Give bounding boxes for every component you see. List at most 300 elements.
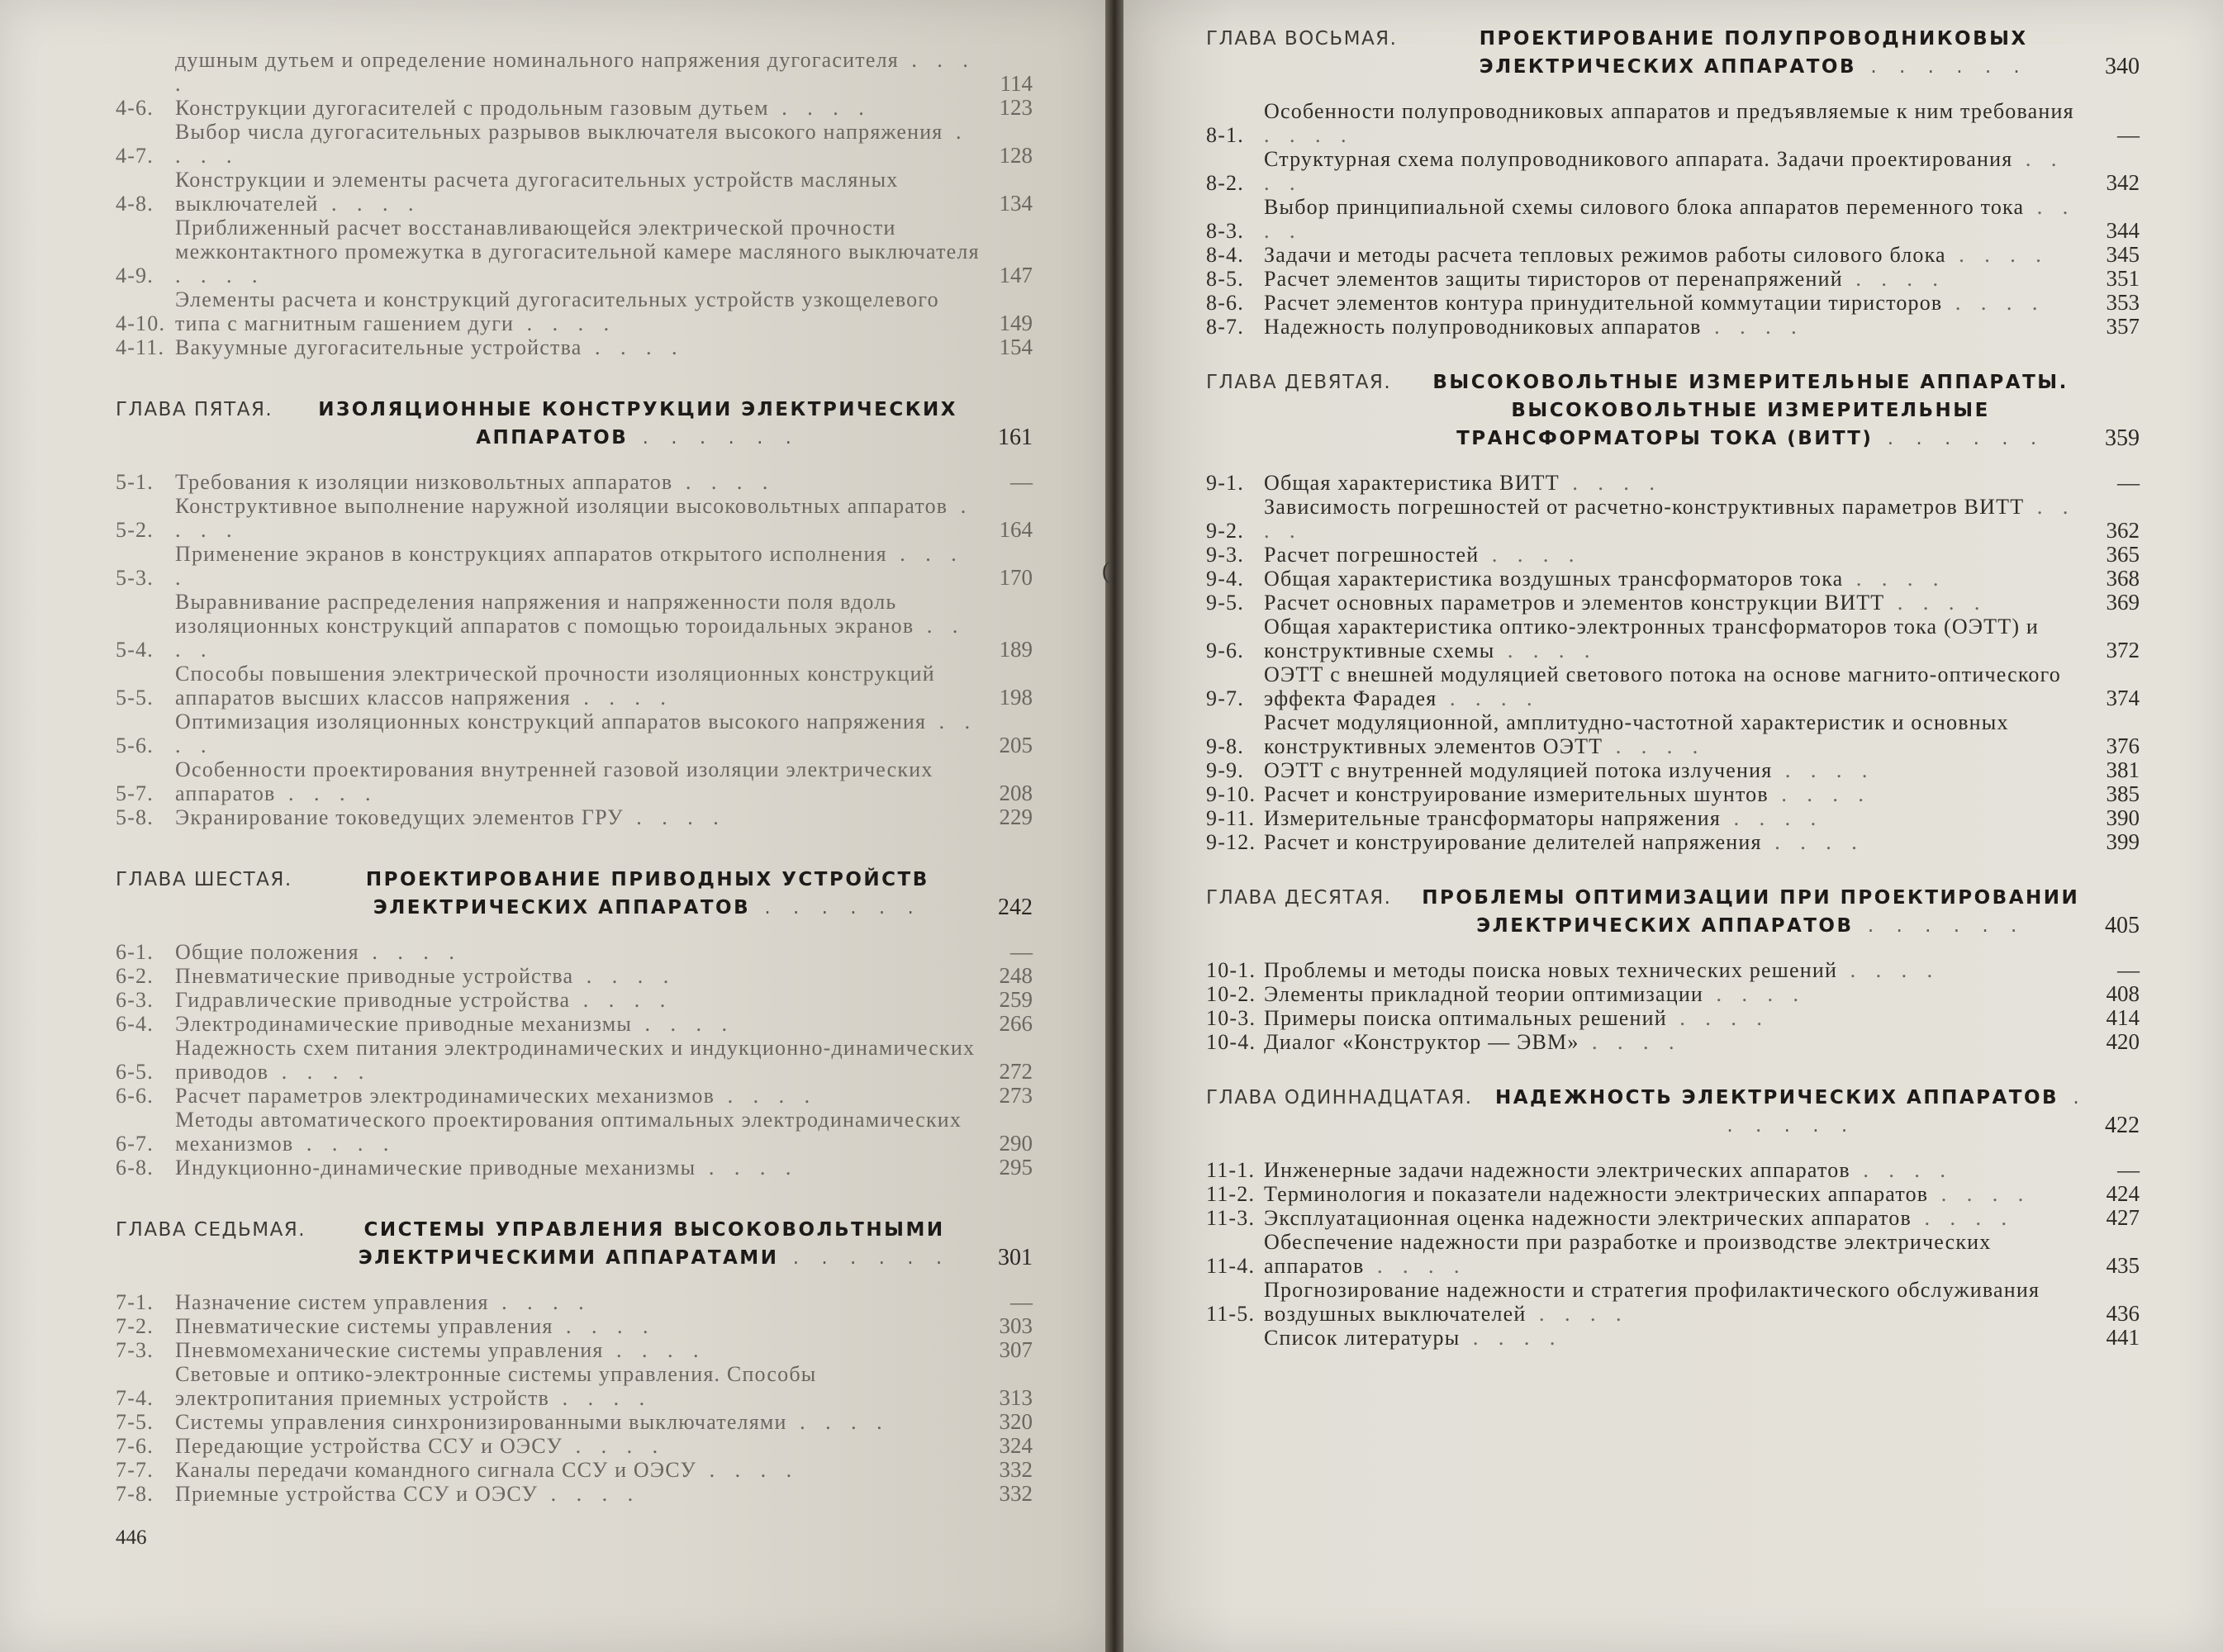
entry-title xyxy=(175,335,981,359)
toc-entry-list xyxy=(116,1290,1033,1506)
dot-leader: . . . . xyxy=(175,614,966,662)
chapter-block xyxy=(116,396,1033,829)
entry-number: 10-4. xyxy=(1206,1030,1256,1054)
dot-leader: . . . . . . xyxy=(628,427,800,449)
entry-page-number: 408 xyxy=(2106,981,2140,1006)
entry-page-number: 368 xyxy=(2106,566,2140,591)
entry-page-number: 374 xyxy=(2106,686,2140,710)
entry-page-number: — xyxy=(1010,939,1033,964)
entry-title xyxy=(1264,471,2088,495)
entry-number: 6-3. xyxy=(116,988,154,1012)
entry-page-number: 357 xyxy=(2106,314,2140,339)
entry-number: 7-6. xyxy=(116,1434,154,1458)
entry-title xyxy=(175,1084,981,1108)
left-toc-column xyxy=(116,48,1033,1506)
dot-leader: . . . . xyxy=(1526,1302,1629,1326)
entry-number: 6-2. xyxy=(116,964,154,988)
entry-page-number: — xyxy=(2117,957,2140,982)
entry-page-number: 208 xyxy=(999,781,1033,805)
entry-number: 6-1. xyxy=(116,940,154,964)
entry-page-number: 435 xyxy=(2106,1253,2140,1278)
entry-title xyxy=(1264,982,2088,1006)
entry-number: 8-5. xyxy=(1206,267,1244,291)
entry-page-number: 205 xyxy=(999,733,1033,757)
entry-page-number: 114 xyxy=(1000,71,1033,96)
chapter-heading xyxy=(1206,884,2140,940)
entry-title xyxy=(1264,591,2088,615)
dot-leader: . . . . xyxy=(1460,1326,1563,1350)
dot-leader: . . . . . . xyxy=(1727,1087,2088,1137)
dot-leader: . . . . . . xyxy=(1856,56,2028,78)
entry-title-text: Индукционно-динамические приводные механизмы xyxy=(175,1156,696,1180)
dot-leader: . . . . xyxy=(175,710,978,757)
entry-title-text: Зависимость погрешностей от расчетно-конструктивных параметров ВИТТ xyxy=(1264,495,2025,519)
toc-entry xyxy=(1206,806,2140,830)
entry-number: 8-3. xyxy=(1206,219,1244,243)
entry-page-number: 123 xyxy=(999,95,1033,120)
entry-page-number: 147 xyxy=(999,263,1033,287)
dot-leader: . . . . xyxy=(1264,495,2076,543)
entry-title xyxy=(1264,567,2088,591)
dot-leader: . . . . xyxy=(1437,686,1540,710)
toc-entry xyxy=(1206,662,2140,710)
dot-leader: . . . . xyxy=(1850,1158,1953,1182)
toc-entry xyxy=(1206,710,2140,758)
page-number: 446 xyxy=(116,1526,147,1549)
chapter-title-text: ПРОЕКТИРОВАНИЕ ПРИВОДНЫХ УСТРОЙСТВ ЭЛЕКТРИЧЕСКИХ АППАРАТОВ xyxy=(365,869,929,919)
entry-title-text: Надежность схем питания электродинамических и индукционно-динамических приводов xyxy=(175,1036,976,1084)
entry-page-number: 390 xyxy=(2106,805,2140,830)
chapter-heading xyxy=(1206,1084,2140,1140)
toc-entry xyxy=(1206,1158,2140,1182)
chapter-label: ГЛАВА ДЕВЯТАЯ. xyxy=(1206,372,1392,393)
dot-leader: . . . . xyxy=(1772,758,1875,782)
entry-title xyxy=(1264,543,2088,567)
toc-entry xyxy=(116,1012,1033,1036)
entry-number: 9-4. xyxy=(1206,567,1244,591)
entry-page-number: 259 xyxy=(999,987,1033,1012)
entry-title xyxy=(1264,830,2088,854)
dot-leader: . . . . xyxy=(488,1290,591,1314)
toc-entry xyxy=(116,1084,1033,1108)
toc-entry xyxy=(116,1156,1033,1180)
entry-title xyxy=(1264,195,2088,243)
entry-title-text: Пневматические приводные устройства xyxy=(175,964,574,988)
toc-entry xyxy=(116,988,1033,1012)
toc-entry xyxy=(1206,1182,2140,1206)
entry-number: 11-5. xyxy=(1206,1302,1256,1326)
entry-page-number: 266 xyxy=(999,1011,1033,1036)
dot-leader: . . . . xyxy=(1479,543,1582,567)
entry-title-text: Общая характеристика оптико-электронных трансформаторов тока (ОЭТТ) и конструктивные схемы xyxy=(1264,615,2040,662)
entry-number: 4-8. xyxy=(116,192,154,216)
entry-title xyxy=(175,1362,981,1410)
dot-leader: . . . . xyxy=(549,1386,653,1410)
entry-title-text: Терминология и показатели надежности электрических аппаратов xyxy=(1264,1182,1929,1206)
entry-title xyxy=(175,1290,981,1314)
chapter-label: ГЛАВА ОДИННАДЦАТАЯ. xyxy=(1206,1087,1473,1108)
entry-title xyxy=(1264,662,2088,710)
entry-number: 6-5. xyxy=(116,1060,154,1084)
entry-title-text: Обеспечение надежности при разработке и производстве электрических аппаратов xyxy=(1264,1230,1992,1278)
toc-entry xyxy=(116,1338,1033,1362)
entry-title-text: Выбор числа дугогасительных разрывов выключателя высокого напряжения xyxy=(175,120,943,144)
entry-title xyxy=(1264,1326,2088,1350)
dot-leader: . . . . xyxy=(293,1132,397,1156)
entry-title xyxy=(1264,99,2088,147)
entry-title-text: Диалог «Конструктор — ЭВМ» xyxy=(1264,1030,1579,1054)
dot-leader: . . . . xyxy=(573,964,677,988)
toc-entry xyxy=(116,964,1033,988)
chapter-title-text: ИЗОЛЯЦИОННЫЕ КОНСТРУКЦИИ ЭЛЕКТРИЧЕСКИХ АППАРАТОВ xyxy=(318,399,958,449)
entry-title-text: Прогнозирование надежности и стратегия профилактического обслуживания воздушных выключателей xyxy=(1264,1278,2040,1326)
entry-title-text: Конструктивное выполнение наружной изоляции высоковольтных аппаратов xyxy=(175,494,948,518)
chapter-heading xyxy=(1206,368,2140,453)
entry-page-number: 154 xyxy=(999,335,1033,359)
entry-number: 9-6. xyxy=(1206,638,1244,662)
toc-entry xyxy=(116,1290,1033,1314)
entry-title xyxy=(175,805,981,829)
dot-leader: . . . . xyxy=(1579,1030,1682,1054)
entry-title xyxy=(1264,495,2088,543)
stray-mark: ( xyxy=(1102,558,1110,584)
entry-page-number: 170 xyxy=(999,565,1033,590)
entry-title xyxy=(1264,710,2088,758)
entry-page-number: 229 xyxy=(999,805,1033,829)
toc-entry xyxy=(116,335,1033,359)
entry-title xyxy=(1264,958,2088,982)
dot-leader: . . . . xyxy=(1264,123,1354,147)
toc-entry xyxy=(116,662,1033,710)
entry-number: 5-8. xyxy=(116,805,154,829)
entry-title-text: Общая характеристика ВИТТ xyxy=(1264,471,1560,495)
entry-title-text: Общая характеристика воздушных трансформаторов тока xyxy=(1264,567,1844,591)
entry-title-text: Каналы передачи командного сигнала ССУ и ОЭСУ xyxy=(175,1458,697,1482)
dot-leader: . . . . xyxy=(1768,782,1871,806)
dot-leader: . . . . xyxy=(553,1314,656,1338)
entry-title xyxy=(1264,267,2088,291)
chapter-page-number: 242 xyxy=(998,895,1033,920)
entry-number: 8-7. xyxy=(1206,315,1244,339)
dot-leader: . . . . xyxy=(1264,195,2076,243)
toc-entry xyxy=(116,1458,1033,1482)
entry-number: 4-6. xyxy=(116,96,154,120)
dot-leader: . . . . . . xyxy=(1873,428,2045,449)
chapter-block xyxy=(1206,368,2140,854)
entry-page-number: — xyxy=(1010,469,1033,494)
entry-title xyxy=(1264,806,2088,830)
entry-title xyxy=(1264,243,2088,267)
entry-page-number: 381 xyxy=(2106,757,2140,782)
dot-leader: . . . . xyxy=(318,192,421,216)
entry-number: 11-2. xyxy=(1206,1182,1256,1206)
entry-title-text: Конструкции и элементы расчета дугогасительных устройств масляных выключателей xyxy=(175,168,899,216)
toc-entry xyxy=(116,287,1033,335)
dot-leader: . . . . xyxy=(175,263,265,287)
entry-title-text: Элементы прикладной теории оптимизации xyxy=(1264,982,1704,1006)
entry-title-text: Особенности проектирования внутренней газовой изоляции электрических аппаратов xyxy=(175,757,933,805)
entry-title xyxy=(175,48,981,96)
dot-leader: . . . . xyxy=(175,542,964,590)
entry-title xyxy=(175,1482,981,1506)
toc-entry-list xyxy=(1206,958,2140,1054)
toc-entry xyxy=(1206,782,2140,806)
entry-title xyxy=(175,96,981,120)
entry-page-number: 441 xyxy=(2106,1325,2140,1350)
toc-entry xyxy=(116,542,1033,590)
toc-entry xyxy=(116,1036,1033,1084)
entry-number: 11-1. xyxy=(1206,1158,1256,1182)
entry-page-number: 164 xyxy=(999,517,1033,542)
chapter-page-number: 161 xyxy=(998,425,1033,450)
toc-entry-list xyxy=(1206,471,2140,854)
entry-page-number: — xyxy=(2117,1157,2140,1182)
entry-title-text: Расчет элементов контура принудительной коммутации тиристоров xyxy=(1264,291,1943,315)
entry-number: 9-12. xyxy=(1206,830,1256,854)
dot-leader: . . . . xyxy=(563,1434,666,1458)
dot-leader: . . . . xyxy=(768,96,872,120)
entry-title xyxy=(1264,1158,2088,1182)
dot-leader: . . . . xyxy=(1559,471,1662,495)
entry-title-text: Расчет погрешностей xyxy=(1264,543,1480,567)
chapter-label: ГЛАВА СЕДЬМАЯ. xyxy=(116,1219,306,1241)
entry-title xyxy=(175,470,981,494)
entry-page-number: 362 xyxy=(2106,518,2140,543)
entry-title-text: Системы управления синхронизированными выключателями xyxy=(175,1410,787,1434)
entry-page-number: 332 xyxy=(999,1457,1033,1482)
dot-leader: . . . . xyxy=(603,1338,706,1362)
entry-title-text: Проблемы и методы поиска новых технических решений xyxy=(1264,958,1838,982)
entry-title-text: Эксплуатационная оценка надежности электрических аппаратов xyxy=(1264,1206,1912,1230)
entry-page-number: 369 xyxy=(2106,590,2140,615)
entry-number: 7-4. xyxy=(116,1386,154,1410)
entry-number: 5-7. xyxy=(116,781,154,805)
entry-number: 7-7. xyxy=(116,1458,154,1482)
entry-title xyxy=(175,494,981,542)
entry-number: 7-5. xyxy=(116,1410,154,1434)
entry-page-number: 248 xyxy=(999,963,1033,988)
chapter-title-text: НАДЕЖНОСТЬ ЭЛЕКТРИЧЕСКИХ АППАРАТОВ xyxy=(1494,1087,2059,1108)
chapter-title xyxy=(317,1216,991,1272)
entry-title-text: Расчет и конструирование измерительных шунтов xyxy=(1264,782,1769,806)
entry-page-number: 385 xyxy=(2106,781,2140,806)
toc-entry xyxy=(116,1314,1033,1338)
chapter-title xyxy=(304,866,991,922)
entry-title xyxy=(175,710,981,757)
entry-title xyxy=(175,662,981,710)
dot-leader: . . . . xyxy=(1884,591,1988,615)
entry-page-number: 424 xyxy=(2106,1181,2140,1206)
entry-title-text: Список литературы xyxy=(1264,1326,1461,1350)
entry-title xyxy=(175,940,981,964)
toc-entry xyxy=(1206,291,2140,315)
entry-title xyxy=(175,168,981,216)
entry-title-text: Применение экранов в конструкциях аппаратов открытого исполнения xyxy=(175,542,887,566)
entry-title-text: Гидравлические приводные устройства xyxy=(175,988,571,1012)
entry-number: 8-1. xyxy=(1206,123,1244,147)
entry-number: 10-2. xyxy=(1206,982,1256,1006)
toc-entry xyxy=(1206,1030,2140,1054)
dot-leader: . . . . xyxy=(696,1458,800,1482)
entry-title-text: Расчет основных параметров и элементов конструкции ВИТТ xyxy=(1264,591,1885,615)
dot-leader: . . . . xyxy=(175,494,974,542)
chapter-page-number: 340 xyxy=(2105,54,2140,79)
toc-entry xyxy=(116,96,1033,120)
entry-page-number: 134 xyxy=(999,191,1033,216)
entry-title-text: ОЭТТ с внутренней модуляцией потока излучения xyxy=(1264,758,1773,782)
entry-page-number: 420 xyxy=(2106,1029,2140,1054)
dot-leader: . . . . xyxy=(514,311,617,335)
entry-number: 7-1. xyxy=(116,1290,154,1314)
toc-entry xyxy=(1206,982,2140,1006)
toc-entry xyxy=(1206,495,2140,543)
toc-entry xyxy=(1206,1230,2140,1278)
entry-title xyxy=(175,1434,981,1458)
entry-number: 7-2. xyxy=(116,1314,154,1338)
dot-leader: . . . . xyxy=(1666,1006,1769,1030)
toc-entry xyxy=(116,940,1033,964)
dot-leader: . . . . xyxy=(1842,267,1945,291)
chapter-heading xyxy=(1206,25,2140,81)
entry-title-text: Передающие устройства ССУ и ОЭСУ xyxy=(175,1434,563,1458)
entry-title-text: Надежность полупроводниковых аппаратов xyxy=(1264,315,1702,339)
entry-page-number: 365 xyxy=(2106,542,2140,567)
entry-page-number: 149 xyxy=(999,311,1033,335)
toc-entry-list xyxy=(116,48,1033,359)
entry-title xyxy=(175,1108,981,1156)
entry-title xyxy=(1264,782,2088,806)
toc-entry xyxy=(116,168,1033,216)
chapter-title-text: ПРОЕКТИРОВАНИЕ ПОЛУПРОВОДНИКОВЫХ ЭЛЕКТРИЧЕСКИХ АППАРАТОВ xyxy=(1479,28,2028,78)
entry-title-text: Расчет и конструирование делителей напряжения xyxy=(1264,830,1762,854)
chapter-label: ГЛАВА ШЕСТАЯ. xyxy=(116,869,292,890)
chapter-heading xyxy=(116,866,1033,922)
entry-page-number: 290 xyxy=(999,1131,1033,1156)
toc-entry xyxy=(116,48,1033,96)
entry-page-number: 351 xyxy=(2106,266,2140,291)
entry-number: 4-7. xyxy=(116,144,154,168)
entry-page-number: 303 xyxy=(999,1313,1033,1338)
dot-leader: . . . . . . xyxy=(750,897,922,919)
entry-title-text: Методы автоматического проектирования оптимальных электродинамических механизмов xyxy=(175,1108,962,1156)
toc-entry xyxy=(116,590,1033,662)
entry-title-text: Световые и оптико-электронные системы управления. Способы электропитания приемных устройств xyxy=(175,1362,817,1410)
entry-title xyxy=(1264,1030,2088,1054)
toc-entry xyxy=(1206,1326,2140,1350)
entry-page-number: — xyxy=(2117,470,2140,495)
entry-title xyxy=(175,757,981,805)
chapter-title-text: ВЫСОКОВОЛЬТНЫЕ ИЗМЕРИТЕЛЬНЫЕ АППАРАТЫ. ВЫСОКОВОЛЬТНЫЕ ИЗМЕРИТЕЛЬНЫЕ ТРАНСФОРМАТОРЫ ТОКА (ВИТТ) xyxy=(1432,372,2069,449)
entry-title xyxy=(175,1338,981,1362)
entry-page-number: 272 xyxy=(999,1059,1033,1084)
entry-number: 8-2. xyxy=(1206,171,1244,195)
entry-title-text: Выравнивание распределения напряжения и напряженности поля вдоль изоляционных конструкций аппаратов с помощью тороидальных экранов xyxy=(175,590,914,638)
entry-number: 5-2. xyxy=(116,518,154,542)
entry-title-text: Электродинамические приводные механизмы xyxy=(175,1012,633,1036)
entry-title-text: Пневмомеханические системы управления xyxy=(175,1338,604,1362)
entry-number: 10-3. xyxy=(1206,1006,1256,1030)
entry-title-text: Структурная схема полупроводникового аппарата. Задачи проектирования xyxy=(1264,147,2013,171)
toc-entry xyxy=(1206,958,2140,982)
dot-leader: . . . . xyxy=(1603,734,1706,758)
entry-number: 9-7. xyxy=(1206,686,1244,710)
chapter-block xyxy=(1206,25,2140,339)
entry-title xyxy=(1264,758,2088,782)
toc-entry xyxy=(1206,471,2140,495)
entry-title-text: Расчет элементов защиты тиристоров от перенапряжений xyxy=(1264,267,1843,291)
entry-title-text: Пневматические системы управления xyxy=(175,1314,553,1338)
toc-entry xyxy=(116,216,1033,287)
toc-entry xyxy=(116,757,1033,805)
chapter-label: ГЛАВА ПЯТАЯ. xyxy=(116,399,273,420)
entry-page-number: 307 xyxy=(999,1337,1033,1362)
chapter-heading xyxy=(116,1216,1033,1272)
dot-leader: . . . . xyxy=(268,1060,372,1084)
dot-leader: . . . . xyxy=(632,1012,735,1036)
entry-number: 6-8. xyxy=(116,1156,154,1180)
entry-title xyxy=(175,964,981,988)
toc-entry xyxy=(116,1482,1033,1506)
entry-number: 9-10. xyxy=(1206,782,1256,806)
entry-title xyxy=(175,1458,981,1482)
entry-title-text: Назначение систем управления xyxy=(175,1290,489,1314)
toc-entry xyxy=(1206,1278,2140,1326)
toc-entry xyxy=(116,805,1033,829)
toc-entry xyxy=(116,120,1033,168)
entry-title xyxy=(175,1156,981,1180)
dot-leader: . . . . . . xyxy=(1853,915,2026,937)
right-page xyxy=(1123,0,2223,1652)
chapter-label: ГЛАВА ДЕСЯТАЯ. xyxy=(1206,887,1392,909)
toc-entry-list xyxy=(1206,99,2140,339)
entry-title xyxy=(1264,315,2088,339)
entry-number: 9-1. xyxy=(1206,471,1244,495)
entry-title xyxy=(175,120,981,168)
entry-page-number: — xyxy=(1010,1289,1033,1314)
toc-entry xyxy=(1206,195,2140,243)
chapter-block xyxy=(116,1216,1033,1506)
toc-entry xyxy=(1206,830,2140,854)
book-gutter xyxy=(1105,0,1123,1652)
entry-page-number: — xyxy=(2117,122,2140,147)
dot-leader: . . . . xyxy=(1911,1206,2014,1230)
entry-number: 5-4. xyxy=(116,638,154,662)
dot-leader: . . . . xyxy=(175,120,969,168)
entry-page-number: 324 xyxy=(999,1433,1033,1458)
dot-leader: . . . . xyxy=(1264,147,2064,195)
entry-number: 5-6. xyxy=(116,733,154,757)
dot-leader: . . . . xyxy=(1928,1182,2031,1206)
entry-title-text: Элементы расчета и конструкций дугогасительных устройств узкощелевого типа с магнитным гашением дуги xyxy=(175,287,939,335)
toc-entry xyxy=(116,1434,1033,1458)
entry-title xyxy=(175,1410,981,1434)
entry-title xyxy=(1264,1230,2088,1278)
chapter-title xyxy=(284,396,991,452)
chapter-title xyxy=(1408,25,2098,81)
dot-leader: . . . . xyxy=(1837,958,1940,982)
entry-page-number: 198 xyxy=(999,685,1033,710)
entry-number: 11-4. xyxy=(1206,1254,1256,1278)
entry-page-number: 295 xyxy=(999,1155,1033,1180)
entry-page-number: 128 xyxy=(999,143,1033,168)
entry-title xyxy=(175,590,981,662)
dot-leader: . . . . xyxy=(570,988,673,1012)
toc-entry xyxy=(1206,267,2140,291)
dot-leader: . . . . xyxy=(696,1156,799,1180)
entry-title-text: Расчет параметров электродинамических механизмов xyxy=(175,1084,715,1108)
toc-entry-list xyxy=(116,940,1033,1180)
dot-leader: . . . . xyxy=(175,48,976,96)
